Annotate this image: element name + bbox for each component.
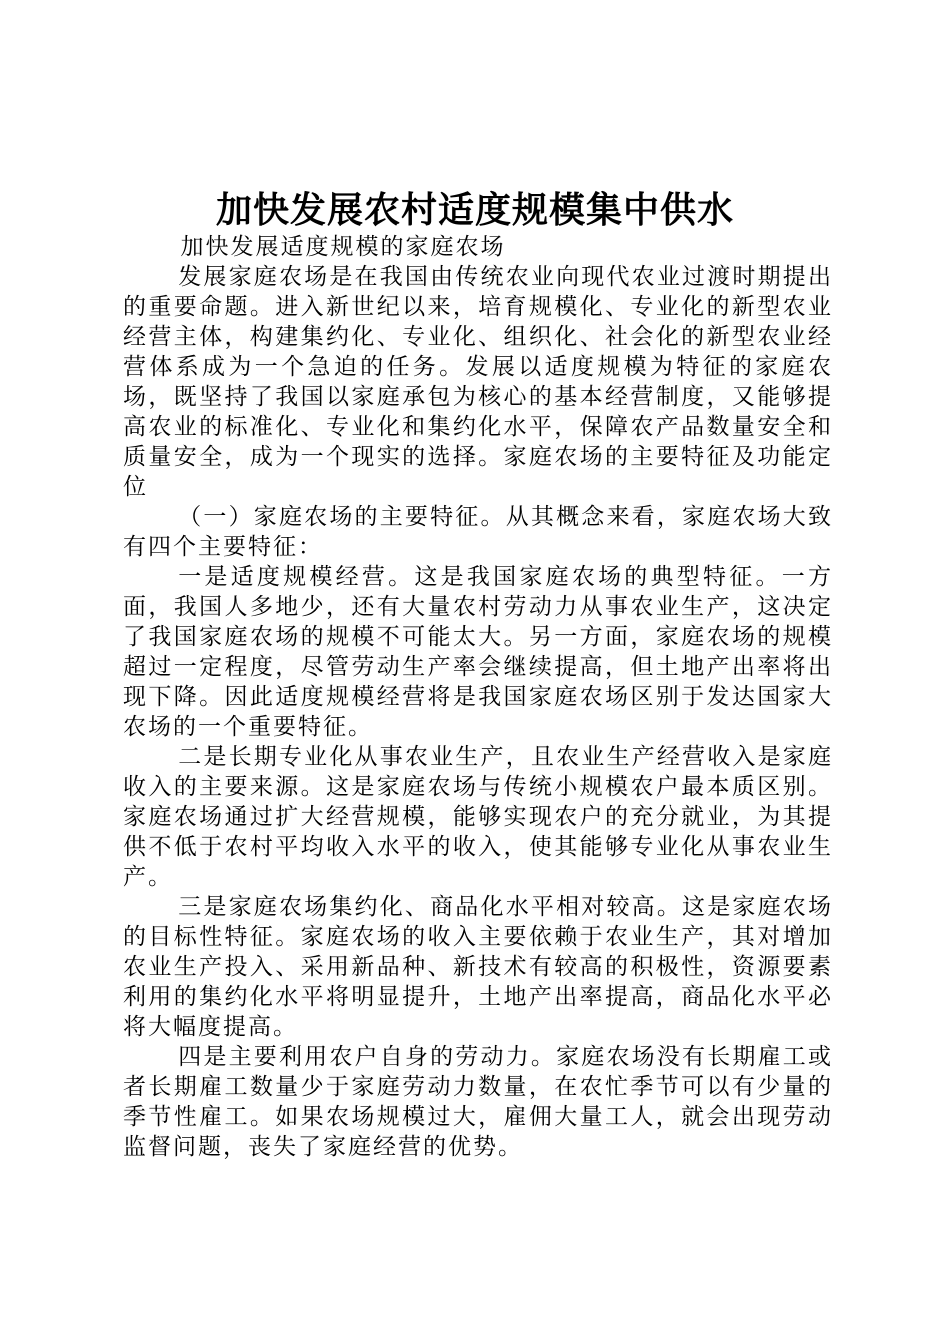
paragraph-feature-three: 三是家庭农场集约化、商品化水平相对较高。这是家庭农场的目标性特征。家庭农场的收入主要依赖于农业生产，其对增加农业生产投入、采用新品种、新技术有较高的积极性，资源要素利用的集约化水平将明显提升，土地产出率提高，商品化水平必将大幅度提高。 — [123, 894, 833, 1040]
paragraph-section-one: （一）家庭农场的主要特征。从其概念来看，家庭农场大致有四个主要特征： — [123, 504, 833, 560]
paragraph-feature-four: 四是主要利用农户自身的劳动力。家庭农场没有长期雇工或者长期雇工数量少于家庭劳动力数量，在农忙季节可以有少量的季节性雇工。如果农场规模过大，雇佣大量工人，就会出现劳动监督问题，丧失了家庭经营的优势。 — [123, 1044, 833, 1160]
document-body — [123, 232, 833, 1162]
paragraph-feature-one: 一是适度规模经营。这是我国家庭农场的典型特征。一方面，我国人多地少，还有大量农村劳动力从事农业生产，这决定了我国家庭农场的规模不可能太大。另一方面，家庭农场的规模超过一定程度，尽管劳动生产率会继续提高，但土地产出率将出现下降。因此适度规模经营将是我国家庭农场区别于发达国家大农场的一个重要特征。 — [123, 564, 833, 740]
paragraph-feature-two: 二是长期专业化从事农业生产，且农业生产经营收入是家庭收入的主要来源。这是家庭农场与传统小规模农户最本质区别。家庭农场通过扩大经营规模，能够实现农户的充分就业，为其提供不低于农村平均收入水平的收入，使其能够专业化从事农业生产。 — [123, 744, 833, 890]
subheading: 加快发展适度规模的家庭农场 — [180, 234, 506, 260]
paragraph-intro: 发展家庭农场是在我国由传统农业向现代农业过渡时期提出的重要命题。进入新世纪以来，培育规模化、专业化的新型农业经营主体，构建集约化、专业化、组织化、社会化的新型农业经营体系成为一个急迫的任务。发展以适度规模为特征的家庭农场，既坚持了我国以家庭承包为核心的基本经营制度，又能够提高农业的标准化、专业化和集约化水平，保障农产品数量安全和质量安全，成为一个现实的选择。家庭农场的主要特征及功能定位 — [123, 264, 833, 500]
document-title: 加快发展农村适度规模集中供水 — [215, 189, 734, 231]
